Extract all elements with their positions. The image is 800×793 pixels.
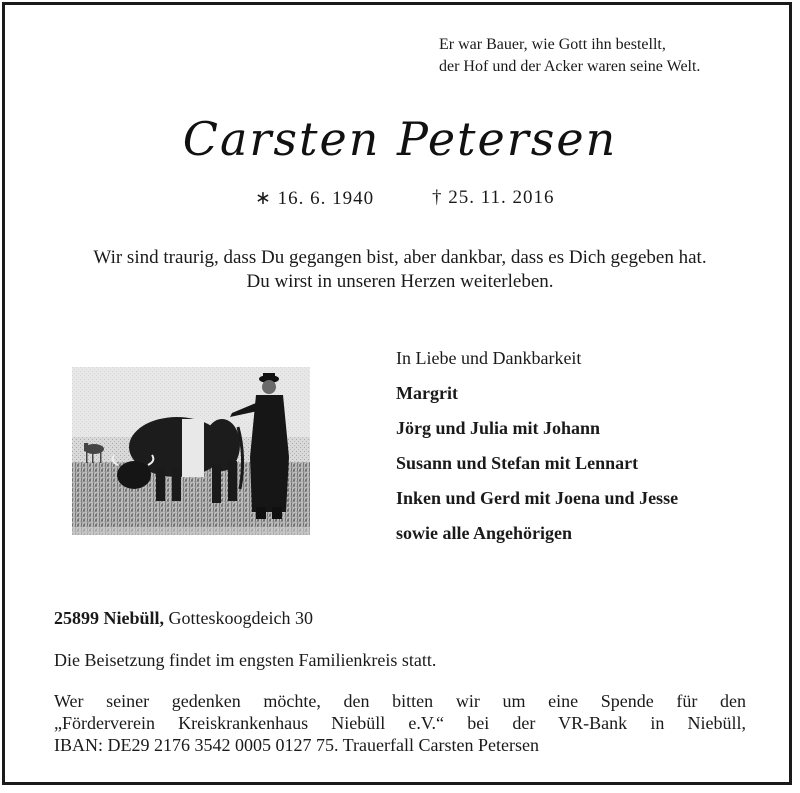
family-line: Susann und Stefan mit Lennart [396,453,639,473]
deceased-name: Carsten Petersen [182,112,618,166]
farewell-line-2: Du wirst in unseren Herzen weiterleben. [246,271,554,292]
death-date: † 25. 11. 2016 [432,187,555,208]
farmer-with-bull-photo [72,367,310,535]
donation-line-2: „Förderverein Kreiskrankenhaus Niebüll e.V.“ bei der VR-Bank in Niebüll, [54,713,746,733]
family-line: sowie alle Angehörigen [396,523,572,543]
donation-request [54,690,746,756]
family-line: Jörg und Julia mit Johann [396,418,601,438]
family-address [54,608,313,629]
motto-line-1: Er war Bauer, wie Gott ihn bestellt, [439,36,666,53]
family-line: Inken und Gerd mit Joena und Jesse [396,488,679,508]
address-town: 25899 Niebüll, [54,608,165,628]
mourners-block [396,344,678,551]
motto-verse [439,34,700,78]
motto-line-2: der Hof und der Acker waren seine Welt. [439,58,701,75]
birth-date: ∗ 16. 6. 1940 [255,188,375,209]
donation-line-3: IBAN: DE29 2176 3542 0005 0127 75. Trauerfall Carsten Petersen [54,735,539,755]
farewell-sentence [0,246,800,294]
funeral-notice: Die Beisetzung findet im engsten Familienkreis statt. [54,650,437,670]
farewell-line-1: Wir sind traurig, dass Du gegangen bist, aber dankbar, dass es Dich gegeben hat. [93,247,707,268]
address-street: Gotteskoogdeich 30 [168,608,313,628]
mourners-intro: In Liebe und Dankbarkeit [396,348,582,368]
family-line: Margrit [396,383,458,403]
donation-line-1: Wer seiner gedenken möchte, den bitten wir um eine Spende für den [54,691,746,711]
